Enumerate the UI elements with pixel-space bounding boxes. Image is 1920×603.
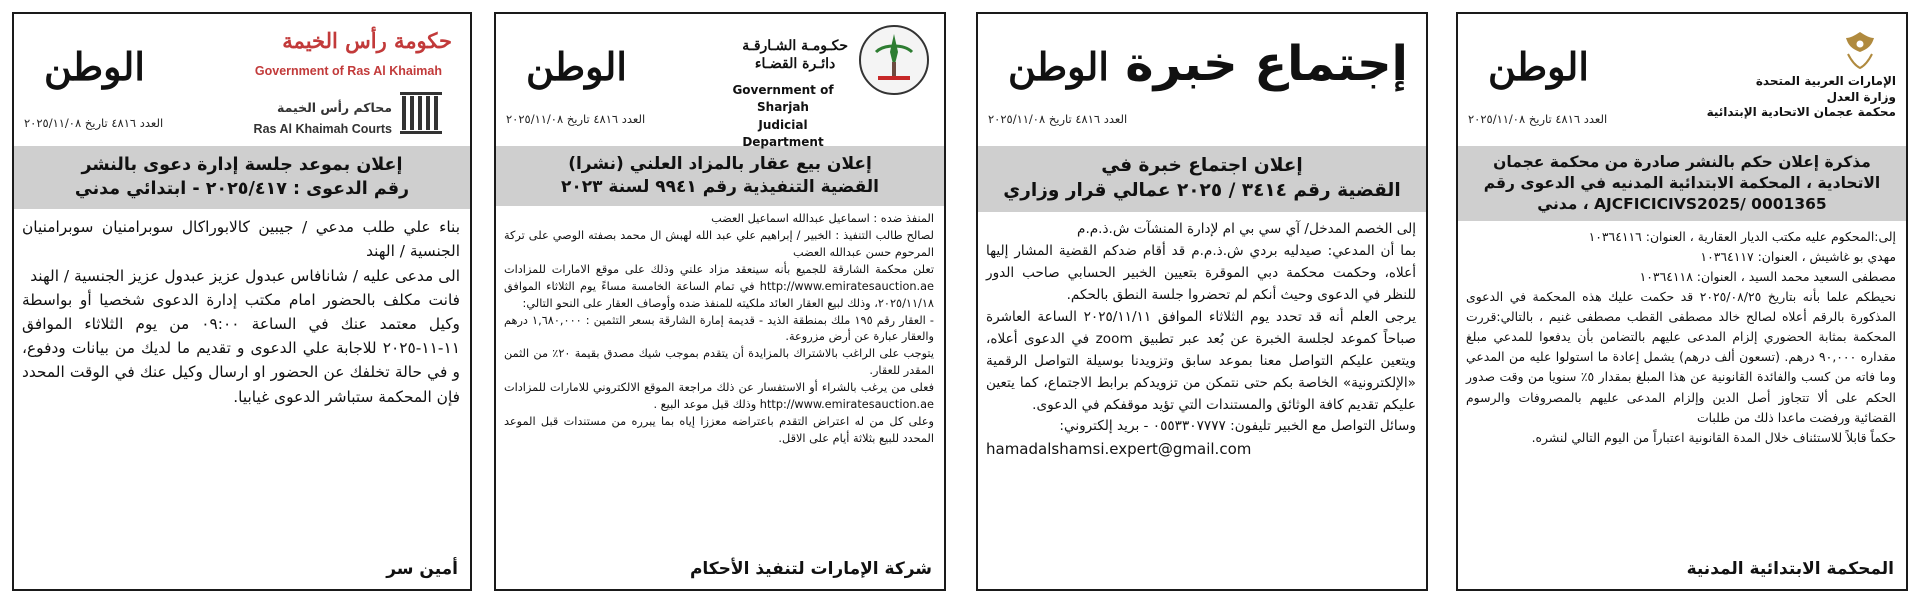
newspaper-name: الوطن [1008, 44, 1109, 89]
title-line: رقم الدعوى : ٢٠٢٥/٤١٧ - ابتدائي مدني [74, 178, 410, 199]
case-number: AJCFICICIVS2025/ 0001365 [1594, 194, 1827, 213]
rak-government-arabic: حكومة رأس الخيمة [282, 28, 452, 53]
notice-body [978, 212, 1426, 416]
notice-card-auction-sale [494, 12, 946, 591]
courts-english: Ras Al Khaimah Courts [253, 122, 392, 136]
ministry-line: وزارة العدل [1826, 89, 1896, 104]
body-paragraph: يرجى العلم أنه قد تحدد يوم الثلاثاء الموافق ٢٠٢٥/١١/١١ الساعة العاشرة صباحاً كموعد لجلسة الخبرة عن بُعد عبر تطبيق zoom في الدعوى أعلاه، ويتعين عليكم التواصل معنا بموعد سابق وتزويدنا بوسيلة التواصل الرقمية «الإلكترونية» الخاصة بكم حتى نتمكن من تزويدكم برابط الاجتماع، كما يتعين عليكم تقديم كافة الوثائق والمستندات التي تؤيد موقفكم في الدعوى. [986, 309, 1416, 414]
body-paragraph: المنفذ ضده : اسماعيل عبدالله اسماعيل العضب [711, 211, 934, 225]
card-header [1458, 14, 1906, 146]
newspaper-name: الوطن [1488, 44, 1589, 89]
signature: أمين سر [386, 559, 458, 579]
gov-line: Government of Sharjah [732, 83, 834, 115]
signature: المحكمة الابتدائية المدنية [1686, 559, 1894, 579]
newspaper-name: الوطن [44, 44, 145, 89]
sharjah-emblem-icon [856, 22, 932, 98]
title-line: القضية التنفيذية رقم ٩٩٤١ لسنة ٢٠٢٣ [560, 176, 880, 197]
courts-arabic: محاكم رأس الخيمة [277, 100, 392, 115]
body-paragraph: إلى:المحكوم عليه مكتب الديار العقارية ، العنوان: ١٠٣٦٤١١٦ [1588, 228, 1896, 244]
gov-line: دائـرة القضـاء [754, 55, 836, 72]
body-paragraph: - العقار رقم ١٩٥ ملك بمنطقة الذيد - قديمة إمارة الشارقة بسعر التثمين : ١,٦٨٠,٠٠٠ درهم والعقار عبارة عن أرض مزروعة. [504, 313, 934, 344]
body-paragraph: فانت مكلف بالحضور امام مكتب إدارة الدعوى شخصيا أو بواسطة وكيل معتمد عنك في الساعة ٠٩:٠٠ من يوم الثلاثاء الموافق ١١-١١-٢٠٢٥ للاجابة علي الدعوى و تقديم ما لديك من بيانات ودفوع، و في حالة تخلفك عن الحضور او ارسال وكيل عنك في الوقت المحدد فإن المحكمة ستباشر الدعوى غيابيا. [22, 290, 460, 406]
gov-english [718, 82, 848, 152]
body-paragraph: وعلى كل من له اعتراض التقدم باعتراضه معززا إياه بما يبرره من مستندات قبل الموعد المحدد للبيع بثلاثة أيام على الاقل. [504, 415, 934, 446]
notice-card-expert-meeting [976, 12, 1428, 591]
body-paragraph: إلى الخصم المدخل/ آي سي بي ام لإدارة المنشآت ش.ذ.م.م [1077, 220, 1416, 237]
title-line: إعلان اجتماع خبرة في [1101, 155, 1303, 176]
issue-line: العدد ٤٨١٦ تاريخ ٢٠٢٥/١١/٠٨ [506, 112, 646, 126]
body-paragraph: الى مدعى عليه / شانافاس عبدول عزيز عبدول عزيز الجنسية / الهند [30, 266, 460, 285]
card-header [978, 14, 1426, 146]
rak-government-english: Government of Ras Al Khaimah [254, 64, 442, 78]
title-line: الاتحادية ، المحكمة الابتدائية المدنيه في الدعوى رقم [1483, 173, 1881, 192]
card-header [14, 14, 470, 146]
body-paragraph: بناء علي طلب مدعي / جيبين كالابوراكال سوبرامنيان سوبرامنيان الجنسية / الهند [22, 218, 460, 261]
title-line: إعلان بيع عقار بالمزاد العلني (نشرا) [568, 154, 872, 174]
body-paragraph: مصطفى السعيد محمد السيد ، العنوان: ١٠٣٦٤١١٨ [1639, 268, 1896, 284]
gov-line: Judicial Department [742, 117, 824, 150]
notice-card-ajman-judgment [1456, 12, 1908, 591]
gov-line: حكـومـة الشـارقـة [742, 38, 848, 54]
notice-body [14, 209, 470, 409]
courts-logo-icon [398, 90, 452, 136]
gov-arabic [742, 38, 848, 73]
issue-line: العدد ٤٨١٦ تاريخ ٢٠٢٥/١١/٠٨ [1468, 112, 1608, 126]
notice-title [14, 146, 470, 209]
contact-line: وسائل التواصل مع الخبير تليفون: ٠٥٥٣٣٠٧٧٧٧ - بريد إلكتروني: [1059, 418, 1416, 435]
notice-title [978, 146, 1426, 212]
notice-card-case-session [12, 12, 472, 591]
title-line: القضية رقم ٣٤١٤ / ٢٠٢٥ عمالي قرار وزاري [1003, 179, 1401, 201]
case-suffix: ، مدني [1537, 194, 1589, 213]
body-paragraph: فعلى من يرغب بالشراء أو الاستفسار عن ذلك مراجعة الموقع الالكتروني للامارات للمزادات http://www.emiratesauction.ae وذلك قبل موعد البيع . [504, 381, 934, 412]
contact-email[interactable]: hamadalshamsi.expert@gmail.com [986, 439, 1252, 458]
ministry-line: محكمة عجمان الاتحادية الإبتدائية [1706, 105, 1896, 120]
ministry-lines [1707, 74, 1896, 121]
notice-title [496, 146, 944, 206]
title-line [1464, 194, 1900, 215]
issue-line: العدد ٤٨١٦ تاريخ ٢٠٢٥/١١/٠٨ [24, 116, 164, 130]
uae-emblem-icon [1838, 28, 1882, 72]
title-line: إعلان بموعد جلسة إدارة دعوى بالنشر [81, 155, 403, 175]
issue-line: العدد ٤٨١٦ تاريخ ٢٠٢٥/١١/٠٨ [988, 112, 1128, 126]
body-paragraph: حكماً قابلاً للاستئناف خلال المدة القانونية اعتباراً من اليوم التالي لنشره. [1531, 429, 1896, 445]
notice-body [496, 206, 944, 448]
body-paragraph: لصالح طالب التنفيذ : الخبير / إبراهيم علي عبد الله لهبش ال محمد بصفته الوصي على تركة المرحوم حسن عبدالله العضب [504, 228, 934, 259]
big-title: إجتماع خبرة [1125, 36, 1408, 92]
notice-body [1458, 221, 1906, 448]
signature: شركة الإمارات لتنفيذ الأحكام [689, 559, 932, 579]
card-header [496, 14, 944, 150]
body-paragraph: مهدي بو غاشيش ، العنوان: ١٠٣٦٤١١٧ [1700, 248, 1896, 264]
notice-title [1458, 146, 1906, 221]
body-paragraph: نحيطكم علما بأنه بتاريخ ٢٠٢٥/٠٨/٢٥ قد حكمت عليك هذه المحكمة في الدعوى المذكورة بالرقم أعلاه لصالح خالد مصطفى القطب مصطفى غنيم ، بالتالي:قررت المحكمة بمثابة الحضوري إلزام المدعى عليهم بالتضامن بأن يدفعوا للمدعي مبلغ مقداره ٩٠,٠٠٠ درهم. (تسعون ألف درهم) يشمل إعادة ما استولوا عليه من المدعي وما فاته من كسب والفائدة القانونية عن هذا المبلغ بمقدار ٥٪ سنويا من وقت صدور الحكم على ألا تتجاوز أصل الدين وإلزام المدعى عليهم بالمصروفات والرسوم القضائية ورفضت ماعدا ذلك من طلبات [1466, 289, 1896, 425]
ministry-line: الإمارات العربية المتحدة [1755, 74, 1896, 88]
newspaper-name: الوطن [526, 44, 627, 89]
body-paragraph: يتوجب على الراغب بالاشتراك بالمزايدة أن يتقدم بموجب شيك مصدق بقيمة ٢٠٪ من الثمن المقدر للعقار. [504, 347, 934, 378]
body-paragraph: بما أن المدعي: صيدليه بردي ش.ذ.م.م قد أقام ضدكم القضية المشار إليها أعلاه، وحكمت محكمة دبي الموقرة بتعيين الخبير الحسابي صاحب الدور للنظر في الدعوى وحيث أنكم لم تحضروا جلسة النطق بالحكم. [986, 242, 1416, 303]
title-line: مذكرة إعلان حكم بالنشر صادرة من محكمة عجمان [1493, 153, 1871, 171]
body-paragraph: تعلن محكمة الشارقة للجميع بأنه سينعقد مزاد علني وذلك على موقع الامارات للمزادات http://www.emiratesauction.ae في تمام الساعة الخامسة مساءً يوم الثلاثاء الموافق ٢٠٢٥/١١/١٨، وذلك لبيع العقار العائد ملكيته للمنفذ ضده وأوصاف العقار على النحو التالي: [504, 262, 934, 310]
